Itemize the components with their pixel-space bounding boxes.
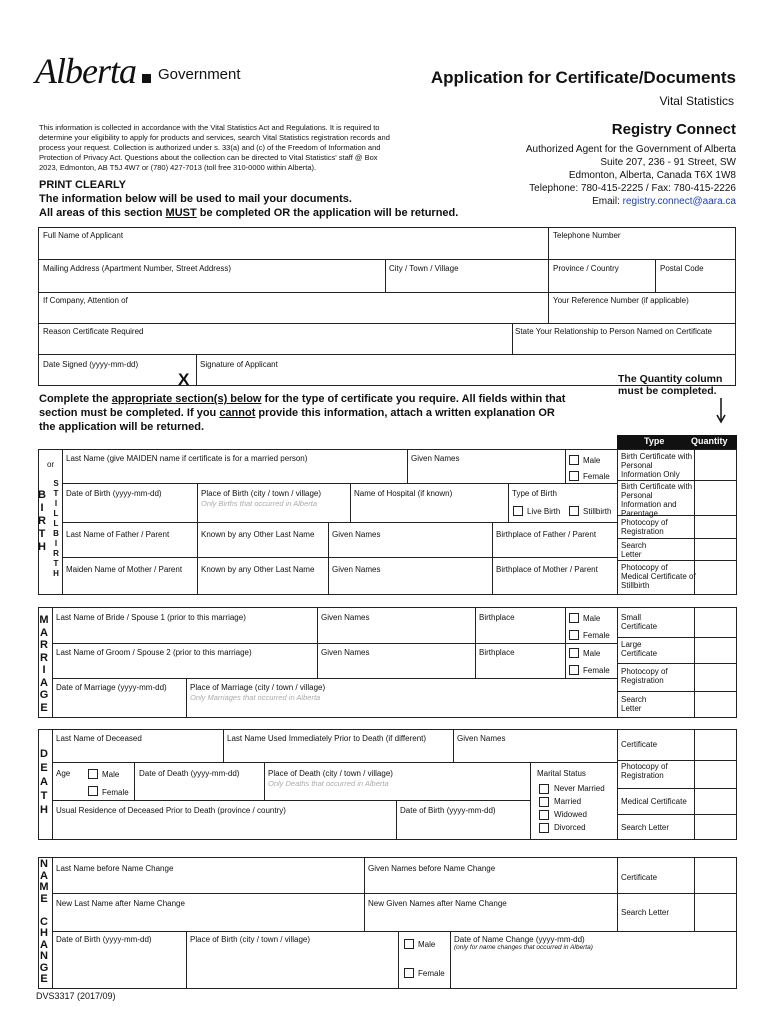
postal-code-field[interactable]: Postal Code [660,264,704,273]
registry-title: Registry Connect [611,121,736,138]
bride-female-checkbox[interactable] [569,630,579,640]
side-letter: N [40,950,48,962]
deceased-given-field[interactable]: Given Names [457,734,506,743]
male-label: Male [583,649,601,658]
deceased-dob-field[interactable]: Date of Birth (yyyy-mm-dd) [400,806,496,815]
signature-field[interactable]: Signature of Applicant [200,360,278,369]
signature-x: X [178,370,190,389]
side-letter: B [53,529,59,538]
form-id: DVS3317 (2017/09) [36,991,116,1001]
side-letter: D [40,748,48,760]
live-birth-label: Live Birth [527,507,561,516]
divider [38,259,736,260]
text: cannot [219,407,256,419]
place-of-death-hint: Only Deaths that occurred in Alberta [268,779,389,788]
male-label: Male [418,940,436,949]
marriage-place-field[interactable]: Place of Marriage (city / town / village) [190,683,326,692]
text: Complete the [39,393,112,405]
hospital-field[interactable]: Name of Hospital (if known) [354,489,453,498]
side-letter: H [40,927,48,939]
text: provide this information, attach a written explanation OR [255,407,555,419]
divider [52,643,617,644]
side-letter: T [53,559,59,568]
privacy-line: Protection of Privacy Act. Questions about the collection can be directed to Vital Statistics' staff @ Box [39,153,378,162]
divider [450,931,451,989]
privacy-line: 2023, Edmonton, AB T5J 4W7 or (780) 427-7013 (toll free 310-0000 within Alberta). [39,163,317,172]
live-birth-checkbox[interactable] [513,506,523,516]
side-letter: I [54,539,58,548]
side-letter: R [38,515,46,527]
side-letter: T [38,528,46,540]
side-letter: N [40,858,48,870]
print-clearly-block [39,178,458,220]
divider [617,637,737,638]
side-letter: E [40,762,48,774]
married-label: Married [554,797,582,806]
side-letter: A [40,938,48,951]
side-letter: A [40,626,48,639]
side-letter: M [39,881,49,893]
divider [62,522,617,523]
divider [196,354,197,386]
divider [52,800,530,801]
side-letter: B [38,489,46,501]
divider [548,259,549,292]
instructions [39,392,609,434]
print-clearly-line1: The information below will be used to mail your documents. [39,193,352,205]
side-letter: R [53,549,59,558]
reason-field[interactable]: Reason Certificate Required [43,327,144,336]
logo-square [142,74,151,83]
text: section must be completed. If you [39,407,220,419]
instr-line1 [39,392,609,406]
or-label: or [47,460,55,469]
reference-field[interactable]: Your Reference Number (if applicable) [553,296,689,305]
form-subtitle: Vital Statistics [659,94,734,108]
divider [512,323,513,354]
type-death-photocopy[interactable]: Photocopy of Registration [621,762,668,780]
divider [52,607,53,718]
divider [407,449,408,483]
instr-line3: the application will be returned. [39,421,205,433]
divider [197,522,198,595]
bride-given-field[interactable]: Given Names [321,613,370,622]
divider [617,663,737,664]
mother-name-field[interactable]: Maiden Name of Mother / Parent [66,565,183,574]
mother-other-name-field[interactable]: Known by any Other Last Name [201,565,315,574]
divider [350,483,351,522]
divider [186,678,187,718]
text: appropriate section(s) below [111,393,262,405]
never-married-label: Never Married [554,784,605,793]
mother-birthplace-field[interactable]: Birthplace of Mother / Parent [496,565,598,574]
registry-line: Authorized Agent for the Government of Alberta [525,144,736,155]
alberta-logo [35,50,151,92]
father-given-field[interactable]: Given Names [332,530,381,539]
marital-status-label: Marital Status [537,769,586,778]
date-of-death-field[interactable]: Date of Death (yyyy-mm-dd) [139,769,240,778]
mailing-address-field[interactable]: Mailing Address (Apartment Number, Street Address) [43,264,232,273]
groom-male-checkbox[interactable] [569,648,579,658]
divider [617,691,737,692]
type-large-certificate[interactable]: Large Certificate [621,640,658,658]
text: for the type of certificate you require. All fields within that [261,393,566,405]
divider [617,449,618,595]
email-label: Email: [592,196,623,207]
divider [385,259,386,292]
father-other-name-field[interactable]: Known by any Other Last Name [201,530,315,539]
divider [453,729,454,762]
divider [565,449,566,483]
privacy-line: process your request. Collection is authorized under s. 33(a) and (c) of the Freedom of Information and [39,143,381,152]
divider [617,857,618,932]
side-letter: E [40,973,48,985]
type-label: Type [644,436,665,446]
new-given-names-field[interactable]: New Given Names after Name Change [368,899,507,908]
bride-birthplace-field[interactable]: Birthplace [479,613,515,622]
side-letter: T [40,790,48,802]
side-letter: T [53,489,59,498]
birth-male-checkbox[interactable] [569,455,579,465]
form-title: Application for Certificate/Documents [430,68,736,87]
type-medical-certificate[interactable]: Medical Certificate [621,797,687,806]
type-marriage-search-letter[interactable]: Search Letter [621,695,647,713]
date-of-name-change-field[interactable]: Date of Name Change (yyyy-mm-dd) [454,935,585,944]
registry-line: Telephone: 780-415-2225 / Fax: 780-415-2226 [529,183,736,194]
divider [62,557,617,558]
nc-female-checkbox[interactable] [404,968,414,978]
type-small-certificate[interactable]: Small Certificate [621,613,658,631]
relationship-field[interactable]: State Your Relationship to Person Named on Certificate [515,327,713,336]
marriage-date-field[interactable]: Date of Marriage (yyyy-mm-dd) [56,683,167,692]
divider [197,483,198,522]
privacy-notice [39,123,399,173]
divider [508,483,509,522]
never-married-checkbox[interactable] [539,784,549,794]
divider [62,483,617,484]
side-letter: A [40,869,48,882]
side-letter: M [39,614,49,626]
male-label: Male [583,456,601,465]
telephone-field[interactable]: Telephone Number [553,231,621,240]
female-label: Female [418,969,445,978]
divider [52,678,617,679]
side-letter: A [40,676,48,689]
mother-given-field[interactable]: Given Names [332,565,381,574]
type-birth-cert-personal[interactable]: Birth Certificate with Personal Information Only [621,452,693,479]
registry-line: Edmonton, Alberta, Canada T6X 1W8 [568,170,736,181]
divider [134,762,135,800]
arrow-down-icon [716,398,726,429]
birth-last-name-field[interactable]: Last Name (give MAIDEN name if certificate is for a married person) [66,454,308,463]
side-letter: G [39,689,49,701]
side-letter: I [42,664,46,676]
death-male-checkbox[interactable] [88,769,98,779]
logo-wordmark: Alberta [35,51,136,91]
age-field[interactable]: Age [56,769,71,778]
last-name-before-field[interactable]: Last Name before Name Change [56,864,174,873]
print-clearly-line2 [39,206,458,220]
female-label: Female [102,788,129,797]
type-stillbirth-medical[interactable]: Photocopy of Medical Certificate of Stillbirth [621,563,696,590]
divider [52,762,617,763]
nc-male-checkbox[interactable] [404,939,414,949]
type-nc-certificate[interactable]: Certificate [621,873,658,882]
text: be completed OR the application will be returned. [196,207,459,219]
type-death-certificate[interactable]: Certificate [621,740,658,749]
side-letter: H [38,541,46,553]
type-header [617,435,737,449]
deceased-last-name-field[interactable]: Last Name of Deceased [56,734,142,743]
side-letter: R [40,639,48,651]
nc-dob-field[interactable]: Date of Birth (yyyy-mm-dd) [56,935,152,944]
type-birth-search-letter[interactable]: Search Letter [621,541,647,559]
divorced-checkbox[interactable] [539,823,549,833]
marriage-place-hint: Only Marriages that occurred in Alberta [190,693,321,702]
divider [475,607,476,678]
birth-pob-field[interactable]: Place of Birth (city / town / village) [201,489,322,498]
registry-email-line [476,195,736,208]
divider [617,480,737,481]
city-field[interactable]: City / Town / Village [389,264,459,273]
place-of-death-field[interactable]: Place of Death (city / town / village) [268,769,393,778]
text: must be completed. [618,385,717,397]
type-birth-photocopy[interactable]: Photocopy of Registration [621,518,668,536]
divider [617,760,737,761]
divider [364,857,365,931]
divider [317,607,318,678]
male-label: Male [102,770,120,779]
divider [52,893,737,894]
side-letter: G [39,961,49,974]
groom-name-field[interactable]: Last Name of Groom / Spouse 2 (prior to this marriage) [56,648,252,657]
divider [617,538,737,539]
side-letter: E [40,892,48,905]
province-field[interactable]: Province / Country [553,264,619,273]
date-signed-field[interactable]: Date Signed (yyyy-mm-dd) [43,360,139,369]
bride-name-field[interactable]: Last Name of Bride / Spouse 1 (prior to this marriage) [56,613,246,622]
side-letter: L [53,509,59,518]
divider [617,729,618,840]
given-names-before-field[interactable]: Given Names before Name Change [368,864,496,873]
side-letter: S [53,479,59,488]
qty-note [618,373,722,397]
side-letter: E [40,701,48,714]
nc-pob-field[interactable]: Place of Birth (city / town / village) [190,935,311,944]
divider [38,323,736,324]
groom-female-checkbox[interactable] [569,665,579,675]
widowed-label: Widowed [554,810,587,819]
side-letter: A [40,776,48,788]
female-label: Female [583,472,610,481]
groom-birthplace-field[interactable]: Birthplace [479,648,515,657]
male-label: Male [583,614,601,623]
company-field[interactable]: If Company, Attention of [43,296,128,305]
side-letter: C [40,915,48,928]
pob-hint: Only Births that occurred in Alberta [201,499,318,508]
divider [38,354,736,355]
birth-female-checkbox[interactable] [569,471,579,481]
divider [52,729,53,840]
privacy-line: This information is collected in accordance with the Vital Statistics Act and Regulations. It is required to [39,123,380,132]
side-letter: H [40,804,48,816]
divider [655,259,656,292]
text-must: MUST [165,207,197,219]
quantity-label: Quantity [691,436,728,446]
government-label: Government [158,66,241,83]
divider [617,560,737,561]
stillbirth-checkbox[interactable] [569,506,579,516]
female-label: Female [583,666,610,675]
divider [264,762,265,800]
divider [223,729,224,762]
divider [328,522,329,595]
prior-last-name-field[interactable]: Last Name Used Immediately Prior to Death (if different) [227,734,427,743]
type-marriage-photocopy[interactable]: Photocopy of Registration [621,667,668,685]
divider [38,292,736,293]
date-change-note: (only for name changes that occurred in Alberta) [454,944,593,951]
side-letter: H [53,569,59,578]
groom-given-field[interactable]: Given Names [321,648,370,657]
divider [492,522,493,595]
divider [548,227,549,259]
birth-dob-field[interactable]: Date of Birth (yyyy-mm-dd) [66,489,162,498]
type-birth-cert-parentage[interactable]: Birth Certificate with Personal Information and Parentage [621,482,693,518]
registry-line: Suite 207, 236 - 91 Street, SW [600,157,736,168]
residence-field[interactable]: Usual Residence of Deceased Prior to Death (province / country) [56,806,286,815]
type-death-search-letter[interactable]: Search Letter [621,823,670,832]
applicant-table [38,227,736,386]
registry-email-link[interactable]: registry.connect@aara.ca [622,196,736,207]
side-letter: I [40,502,44,514]
divider [396,800,397,840]
text: All areas of this section [39,207,166,219]
type-nc-search-letter[interactable]: Search Letter [621,908,670,917]
stillbirth-label: Stillbirth [583,507,612,516]
divider [52,931,737,932]
divider [186,931,187,989]
side-letter: I [54,499,58,508]
divorced-label: Divorced [554,823,586,832]
side-letter: R [40,651,48,664]
bride-male-checkbox[interactable] [569,613,579,623]
side-letter: L [53,519,59,528]
instr-line2 [39,406,609,420]
divider [694,857,695,932]
father-birthplace-field[interactable]: Birthplace of Father / Parent [496,530,597,539]
divider [52,857,53,989]
full-name-field[interactable]: Full Name of Applicant [43,231,124,240]
divider [617,788,737,789]
new-last-name-field[interactable]: New Last Name after Name Change [56,899,185,908]
widowed-checkbox[interactable] [539,810,549,820]
father-name-field[interactable]: Last Name of Father / Parent [66,530,170,539]
divider [548,292,549,323]
death-female-checkbox[interactable] [88,786,98,796]
birth-given-names-field[interactable]: Given Names [411,454,460,463]
text: The Quantity column [618,373,723,385]
divider [398,931,399,989]
privacy-line: determine your eligibility to apply for products and services, search Vital Statistics registration records and [39,133,390,142]
female-label: Female [583,631,610,640]
registry-block [476,121,736,208]
divider [530,762,531,840]
divider [565,607,566,678]
divider [617,814,737,815]
married-checkbox[interactable] [539,797,549,807]
type-of-birth-label: Type of Birth [512,489,557,498]
print-clearly-heading: PRINT CLEARLY [39,179,126,191]
